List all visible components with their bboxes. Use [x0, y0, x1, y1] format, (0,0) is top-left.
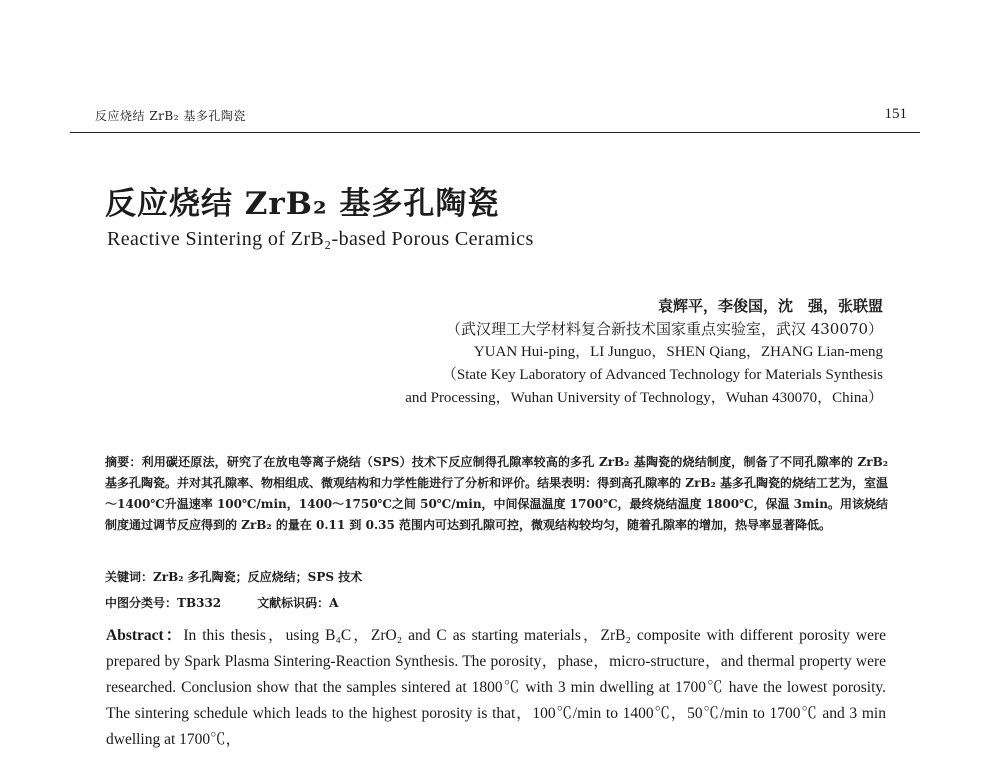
page-header: [95, 107, 907, 129]
affiliation-en-line1: （State Key Laboratory of Advanced Technology for Materials Synthesis: [441, 367, 883, 383]
keywords: [105, 568, 362, 585]
doc-code-label: 文献标识码：: [257, 596, 330, 610]
classification: [105, 594, 338, 611]
abstract-cn-text: 利用碳还原法，研究了在放电等离子烧结（SPS）技术下反应制得孔隙率较高的多孔 ZrB₂ 基陶瓷的烧结制度，制备了不同孔隙率的 ZrB₂ 基多孔陶瓷。并对其孔隙率、物相组成、微观结构和力学性能进行了分析和评价。结果表明：得到高孔隙率的 ZrB₂ 基多孔陶瓷的烧结工艺为，室温～1400℃升温速率 100℃/min，1400～1750℃之间 50℃/min，中间保温温度 1700℃，最终烧结温度 1800℃，保温 3min。用该烧结制度通过调节反应得到的 ZrB₂ 的量在 0.11 到 0.35 范围内可达到孔隙可控，微观结构较均匀，随着孔隙率的增加，热导率显著降低。: [105, 455, 888, 532]
keywords-text: ZrB₂ 多孔陶瓷；反应烧结；SPS 技术: [153, 570, 363, 584]
paper-title-en: Reactive Sintering of ZrB₂-based Porous Ceramics: [107, 228, 534, 250]
abstract-cn-label: 摘要：: [105, 455, 142, 469]
paper-title-cn: 反应烧结 ZrB₂ 基多孔陶瓷: [105, 186, 500, 222]
affiliation-en-line2: and Processing，Wuhan University of Technology，Wuhan 430070，China）: [405, 390, 883, 406]
running-title: 反应烧结 ZrB₂ 基多孔陶瓷: [95, 109, 246, 123]
page-number: 151: [884, 106, 907, 122]
doc-code-value: A: [329, 596, 339, 610]
authors-cn: 袁辉平，李俊国，沈 强，张联盟: [657, 297, 883, 315]
authors-en: YUAN Hui-ping，LI Junguo，SHEN Qiang，ZHANG Lian-meng: [473, 344, 883, 360]
affiliation-cn: （武汉理工大学材料复合新技术国家重点实验室，武汉 430070）: [445, 320, 883, 338]
classification-value: TB332: [177, 596, 222, 610]
classification-label: 中图分类号：: [105, 596, 178, 610]
abstract-en-text: In this thesis，using B₄C，ZrO₂ and C as starting materials，ZrB₂ composite with different porosity were prepared by Spark Plasma Sintering-Reaction Synthesis. The porosity，phase，micro-structure，and thermal property were researched. Conclusion show that the samples sintered at 1800℃ with 3 min dwelling at 1700℃ have the lowest porosity. The sintering schedule which leads to the highest porosity is that，100℃/min to 1400℃，50℃/min to 1700℃ and 3 min dwelling at 1700℃，: [106, 627, 886, 748]
abstract-en-label: Abstract：: [106, 627, 184, 644]
abstract-en: [106, 623, 886, 753]
keywords-label: 关键词：: [105, 570, 154, 584]
author-block: [300, 295, 883, 410]
header-rule: [70, 132, 920, 133]
abstract-cn: [105, 452, 888, 536]
